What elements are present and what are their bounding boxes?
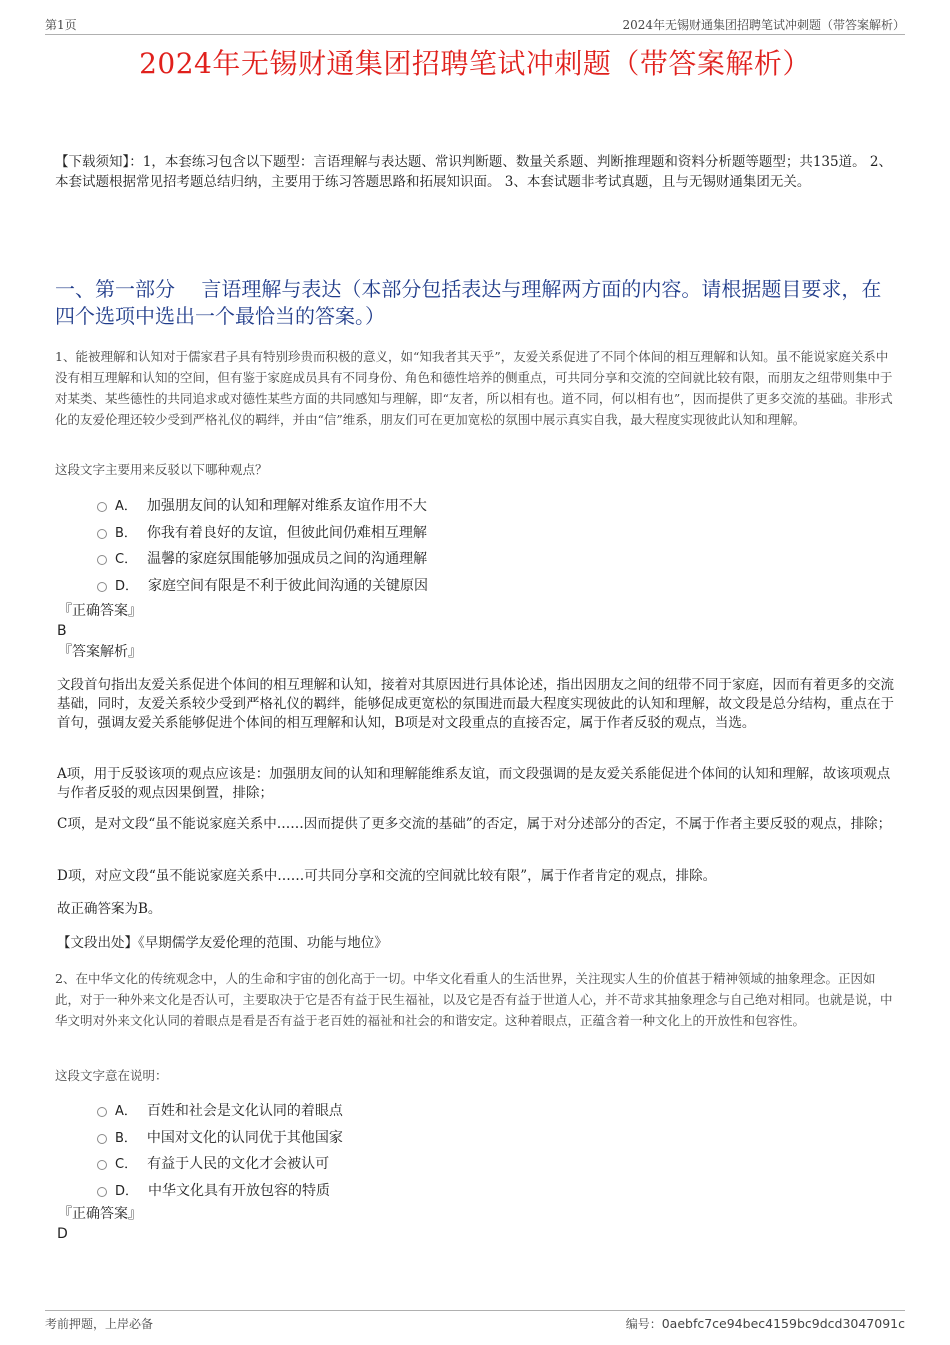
analysis-paragraph-1: 文段首句指出友爱关系促进个体间的相互理解和认知，接着对其原因进行具体论述，指出因朋友之间的纽带不同于家庭，因而有着更多的交流基础，同时，友爱关系较少受到严格礼仪的羁绊，能够促成更宽松的氛围进而最大程度实现彼此的认知和理解，故文段是总分结构，重点在于首句，强调友爱关系能够促进个体间的相互理解和认知，B项是对文段重点的直接否定，属于作者反驳的观点，当选。 <box>57 677 894 731</box>
option-letter: A． <box>115 1104 137 1119</box>
option-text: 温馨的家庭氛围能够加强成员之间的沟通理解 <box>147 551 428 567</box>
option-d[interactable] <box>95 575 795 602</box>
option-text: 百姓和社会是文化认同的着眼点 <box>146 1103 343 1119</box>
header-doc-title: 2024年无锡财通集团招聘笔试冲刺题（带答案解析） <box>622 18 905 32</box>
code-label: 编号： <box>625 1317 662 1331</box>
radio-icon[interactable] <box>97 502 107 512</box>
question-1-options <box>95 495 795 601</box>
option-letter: C． <box>115 1157 138 1172</box>
question-2-prompt: 这段文字意在说明： <box>55 1068 168 1083</box>
radio-icon[interactable] <box>97 1134 107 1144</box>
option-b[interactable] <box>95 1127 795 1154</box>
option-text: 中华文化具有开放包容的特质 <box>148 1182 331 1199</box>
radio-icon[interactable] <box>97 1107 107 1117</box>
option-b[interactable] <box>95 522 795 549</box>
code-value: 0aebfc7ce94bec4159bc9dcd3047091c <box>661 1316 905 1331</box>
option-text: 家庭空间有限是不利于彼此间沟通的关键原因 <box>148 577 429 594</box>
footer-slogan: 考前押题，上岸必备 <box>45 1317 154 1331</box>
option-letter: D． <box>115 1183 139 1199</box>
radio-icon[interactable] <box>97 529 107 539</box>
running-header <box>45 14 905 35</box>
option-letter: B． <box>115 1130 137 1146</box>
analysis-label: 『答案解析』 <box>58 644 142 660</box>
option-a[interactable] <box>95 1100 795 1127</box>
footer-code <box>626 1315 905 1332</box>
analysis-conclusion: 故正确答案为B。 <box>57 901 162 917</box>
option-text: 加强朋友间的认知和理解对维系友谊作用不大 <box>146 498 427 514</box>
page-footer <box>45 1310 905 1335</box>
option-text: 中国对文化的认同优于其他国家 <box>146 1129 343 1146</box>
option-c[interactable] <box>95 548 795 575</box>
question-2-passage: 2、在中华文化的传统观念中，人的生命和宇宙的创化高于一切。中华文化看重人的生活世界，关注现实人生的价值甚于精神领域的抽象理念。正因如此，对于一种外来文化是否认可，主要取决于它是否有益于民生福祉，以及它是否有益于世道人心，并不苛求其抽象理念与自己绝对相同。也就是说，中华文明对外来文化认同的着眼点是看是否有益于老百姓的福祉和社会的和谐安定。这种着眼点，正蕴含着一种文化上的开放性和包容性。 <box>55 971 893 1028</box>
option-letter: B． <box>115 525 137 541</box>
option-text: 有益于人民的文化才会被认可 <box>147 1156 330 1172</box>
radio-icon[interactable] <box>97 582 107 592</box>
analysis-paragraph-4: D项，对应文段“虽不能说家庭关系中……可共同分享和交流的空间就比较有限”，属于作者肯定的观点，排除。 <box>57 868 717 884</box>
question-1-passage: 1、能被理解和认知对于儒家君子具有特别珍贵而积极的意义，如“知我者其天乎”，友爱关系促进了不同个体间的相互理解和认知。虽不能说家庭关系中没有相互理解和认知的空间，但有鉴于家庭成员具有不同身份、角色和德性培养的侧重点，可共同分享和交流的空间就比较有限，而朋友之纽带则集中于对某类、某些德性的共同追求或对德性某些方面的共同感知与理解，即“友者，所以相有也。道不同，何以相有也”，因而提供了更多交流的基础。非形式化的友爱伦理还较少受到严格礼仪的羁绊，并由“信”维系，朋友们可在更加宽松的氛围中展示真实自我，最大程度实现彼此认知和理解。 <box>55 349 893 427</box>
option-letter: C． <box>115 552 138 567</box>
download-notice: 【下载须知】：1，本套练习包含以下题型：言语理解与表达题、常识判断题、数量关系题、判断推理题和资料分析题等题型；共135道。 2、本套试题根据常见招考题总结归纳，主要用于练习答题思路和拓展知识面。 3、本套试题非考试真题，且与无锡财通集团无关。 <box>55 154 892 190</box>
correct-answer-label: 『正确答案』 <box>58 1206 142 1222</box>
analysis-paragraph-2: A项，用于反驳该项的观点应该是：加强朋友间的认知和理解能维系友谊，而文段强调的是友爱关系能促进个体间的认知和理解，故该项观点与作者反驳的观点因果倒置，排除； <box>57 766 891 801</box>
option-c[interactable] <box>95 1153 795 1180</box>
page-number: 第1页 <box>45 18 77 32</box>
page-title: 2024年无锡财通集团招聘笔试冲刺题（带答案解析） <box>139 47 811 80</box>
option-d[interactable] <box>95 1180 795 1207</box>
correct-answer: B <box>57 623 67 639</box>
section-heading: 一、第一部分 言语理解与表达（本部分包括表达与理解两方面的内容。请根据题目要求，在四个选项中选出一个最恰当的答案。） <box>55 277 882 328</box>
radio-icon[interactable] <box>97 1187 107 1197</box>
radio-icon[interactable] <box>97 555 107 565</box>
option-letter: A． <box>115 499 137 514</box>
analysis-paragraph-3: C项，是对文段“虽不能说家庭关系中……因而提供了更多交流的基础”的否定，属于对分述部分的否定，不属于作者主要反驳的观点，排除； <box>57 816 892 832</box>
correct-answer: D <box>57 1226 68 1242</box>
option-letter: D． <box>115 578 139 594</box>
radio-icon[interactable] <box>97 1160 107 1170</box>
option-text: 你我有着良好的友谊，但彼此间仍难相互理解 <box>146 524 427 541</box>
correct-answer-label: 『正确答案』 <box>58 603 142 619</box>
option-a[interactable] <box>95 495 795 522</box>
question-2-options <box>95 1100 795 1206</box>
question-1-prompt: 这段文字主要用来反驳以下哪种观点？ <box>55 462 268 477</box>
passage-source: 【文段出处】《早期儒学友爱伦理的范围、功能与地位》 <box>57 935 388 951</box>
